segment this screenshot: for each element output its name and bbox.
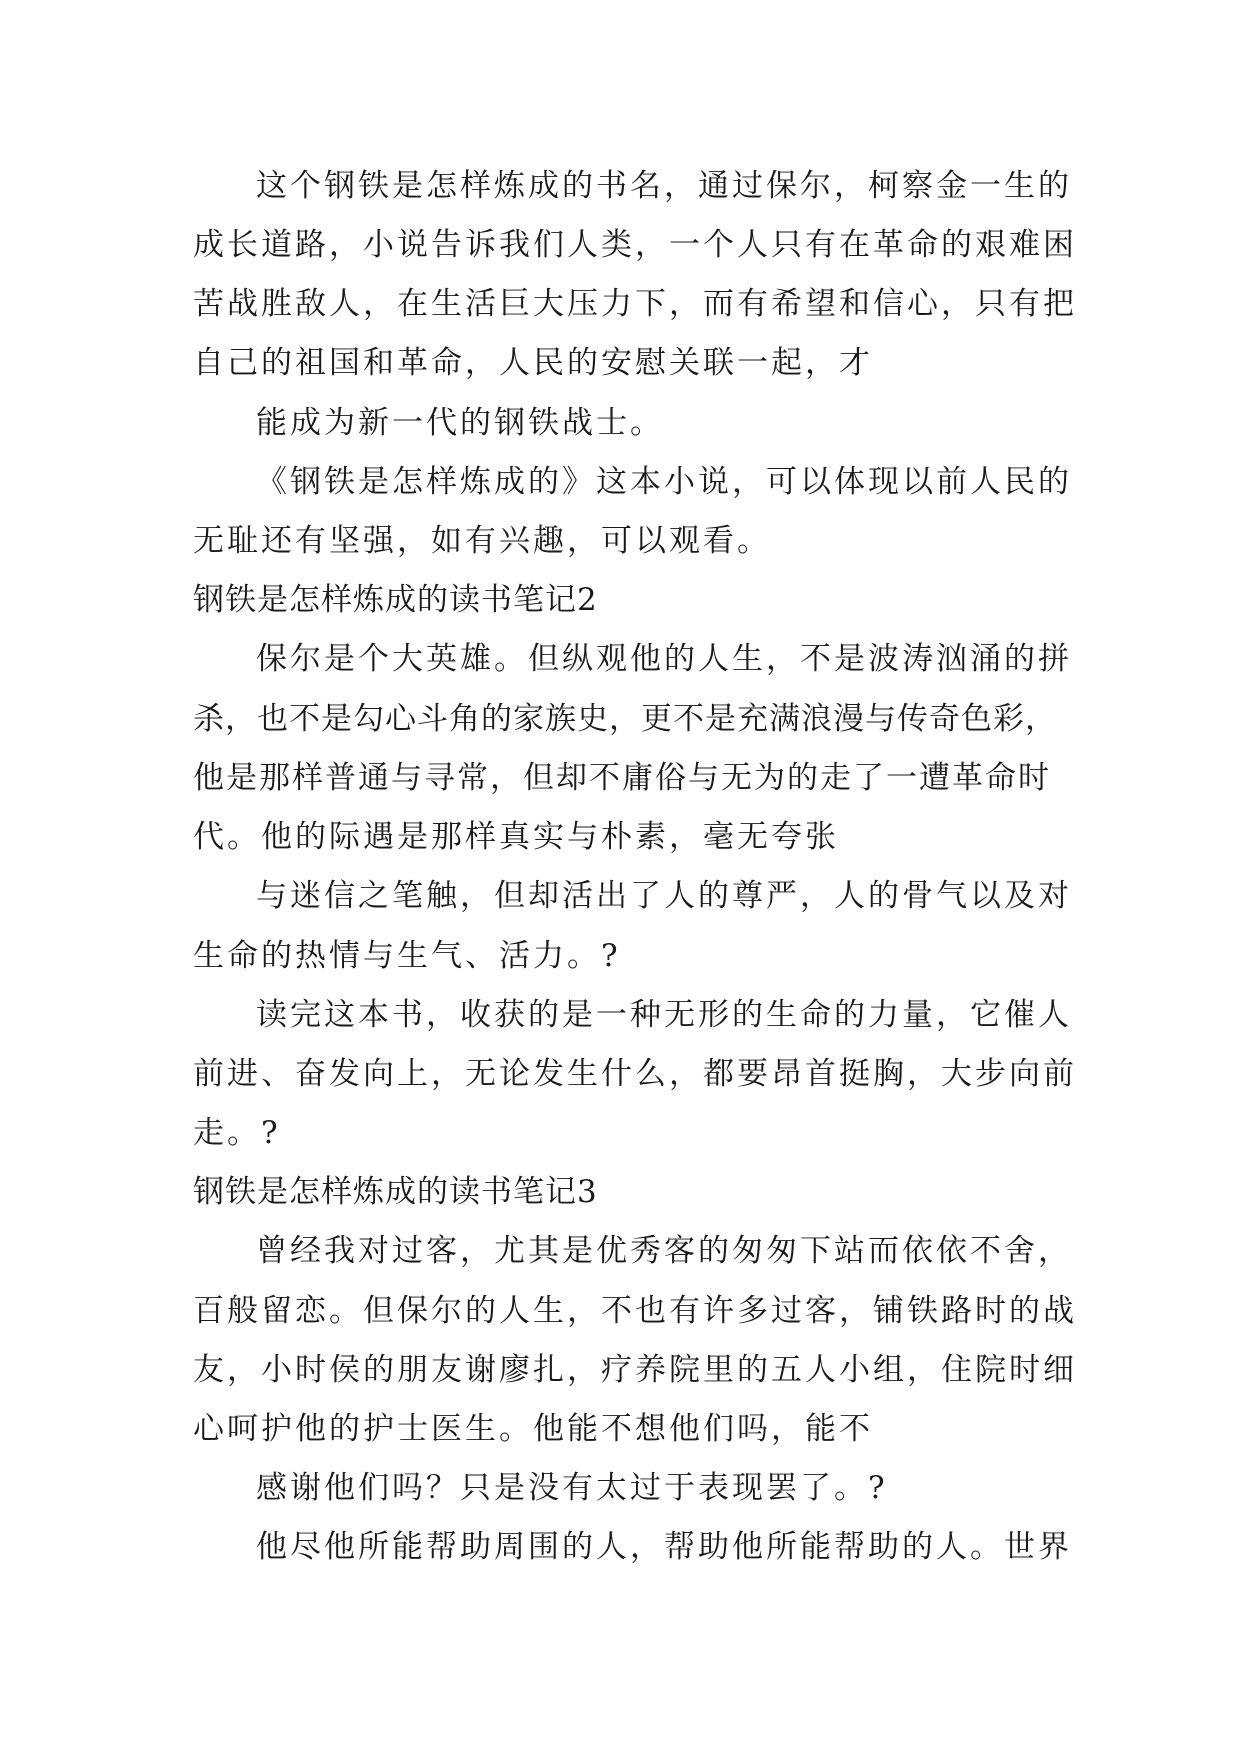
section-heading-3: 钢铁是怎样炼成的读书笔记3 <box>193 1174 598 1210</box>
paragraph-line: 《钢铁是怎样炼成的》这本小说，可以体现以前人民的 <box>256 464 1072 500</box>
paragraph-line: 百般留恋。但保尔的人生，不也有许多过客，铺铁路时的战 <box>193 1293 1077 1329</box>
paragraph-line: 他尽他所能帮助周围的人，帮助他所能帮助的人。世界 <box>256 1529 1072 1565</box>
paragraph-line: 前进、奋发向上，无论发生什么，都要昂首挺胸，大步向前 <box>193 1056 1077 1092</box>
paragraph-line: 苦战胜敌人，在生活巨大压力下，而有希望和信心，只有把 <box>193 286 1077 322</box>
paragraph-line: 成长道路，小说告诉我们人类，一个人只有在革命的艰难困 <box>193 227 1077 263</box>
paragraph-line: 读完这本书，收获的是一种无形的生命的力量，它催人 <box>256 997 1072 1033</box>
paragraph-line: 走。? <box>193 1115 281 1151</box>
section-heading-2: 钢铁是怎样炼成的读书笔记2 <box>193 582 598 618</box>
paragraph-line: 无耻还有坚强，如有兴趣，可以观看。 <box>193 523 771 559</box>
paragraph-line: 自己的祖国和革命，人民的安慰关联一起，才 <box>193 345 873 381</box>
paragraph-line: 杀，也不是勾心斗角的家族史，更不是充满浪漫与传奇色彩， <box>193 701 1057 737</box>
paragraph-line: 心呵护他的护士医生。他能不想他们吗，能不 <box>193 1411 873 1447</box>
paragraph-line: 与迷信之笔触，但却活出了人的尊严，人的骨气以及对 <box>256 878 1072 914</box>
paragraph-line: 代。他的际遇是那样真实与朴素，毫无夸张 <box>193 819 839 855</box>
paragraph-line: 能成为新一代的钢铁战士。 <box>256 405 664 441</box>
paragraph-line: 保尔是个大英雄。但纵观他的人生，不是波涛汹涌的拼 <box>256 641 1072 677</box>
paragraph-line: 感谢他们吗？只是没有太过于表现罢了。? <box>256 1470 888 1506</box>
paragraph-line: 他是那样普通与寻常，但却不庸俗与无为的走了一遭革命时 <box>193 760 1051 796</box>
paragraph-line: 这个钢铁是怎样炼成的书名，通过保尔，柯察金一生的 <box>256 168 1072 204</box>
paragraph-line: 生命的热情与生气、活力。? <box>193 938 621 974</box>
paragraph-line: 曾经我对过客，尤其是优秀客的匆匆下站而依依不舍， <box>256 1233 1072 1269</box>
paragraph-line: 友，小时侯的朋友谢廖扎，疗养院里的五人小组，住院时细 <box>193 1352 1077 1388</box>
